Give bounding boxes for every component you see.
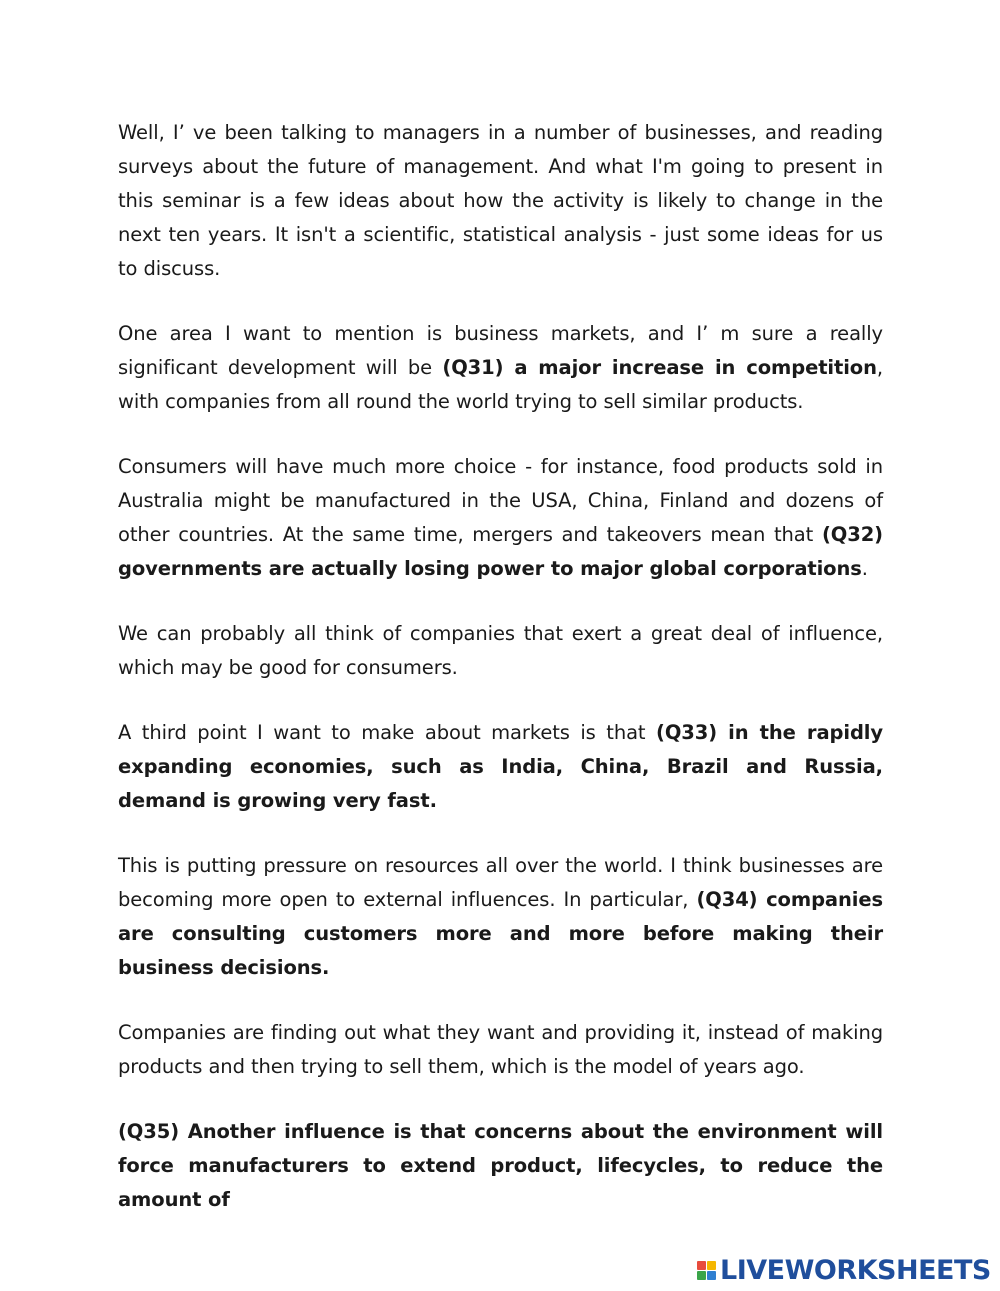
paragraph-3 <box>118 450 883 586</box>
logo-square-icon <box>697 1261 706 1270</box>
answer-q33: (Q33) in the rapidly expanding economies, such as India, China, Brazil and Russia, demand is growing very fast. <box>118 721 883 812</box>
paragraph-1 <box>118 116 883 286</box>
paragraph-text: One area I want to mention is business markets, and I’ m sure a really significant development will be <box>118 322 883 379</box>
paragraph-text: This is putting pressure on resources all over the world. I think businesses are becoming more open to external influences. In particular, <box>118 854 883 911</box>
logo-text: LIVEWORKSHEETS <box>720 1254 991 1286</box>
paragraph-2 <box>118 317 883 419</box>
answer-q35: (Q35) Another influence is that concerns about the environment will force manufacturers to extend product, lifecycles, to reduce the amount of <box>118 1120 883 1211</box>
answer-q34: (Q34) companies are consulting customers more and more before making their business decisions. <box>118 888 883 979</box>
logo-square-icon <box>697 1271 706 1280</box>
answer-q32: (Q32) governments are actually losing power to major global corporations <box>118 523 883 580</box>
paragraph-4 <box>118 617 883 685</box>
paragraph-text: We can probably all think of companies that exert a great deal of influence, which may be good for consumers. <box>118 622 883 679</box>
paragraph-text: . <box>861 557 868 580</box>
paragraph-text: Well, I’ ve been talking to managers in a number of businesses, and reading surveys about the future of management. And what I'm going to present in this seminar is a few ideas about how the activity is likely to change in the next ten years. It isn't a scientific, statistical analysis - just some ideas for us to discuss. <box>118 121 883 280</box>
logo-grid-icon <box>697 1261 716 1280</box>
paragraph-8 <box>118 1115 883 1217</box>
paragraph-text: , with companies from all round the world trying to sell similar products. <box>118 356 884 413</box>
paragraph-text: Consumers will have much more choice - for instance, food products sold in Australia might be manufactured in the USA, China, Finland and dozens of other countries. At the same time, mergers and takeovers mean that <box>118 455 883 546</box>
paragraph-text: A third point I want to make about markets is that <box>118 721 657 744</box>
paragraph-text: Companies are finding out what they want and providing it, instead of making products and then trying to sell them, which is the model of years ago. <box>118 1021 883 1078</box>
liveworksheets-logo <box>697 1254 991 1286</box>
paragraph-6 <box>118 849 883 985</box>
document-body <box>118 116 883 1248</box>
logo-square-icon <box>707 1271 716 1280</box>
paragraph-5 <box>118 716 883 818</box>
paragraph-7 <box>118 1016 883 1084</box>
answer-q31: (Q31) a major increase in competition <box>442 356 877 379</box>
logo-square-icon <box>707 1261 716 1270</box>
